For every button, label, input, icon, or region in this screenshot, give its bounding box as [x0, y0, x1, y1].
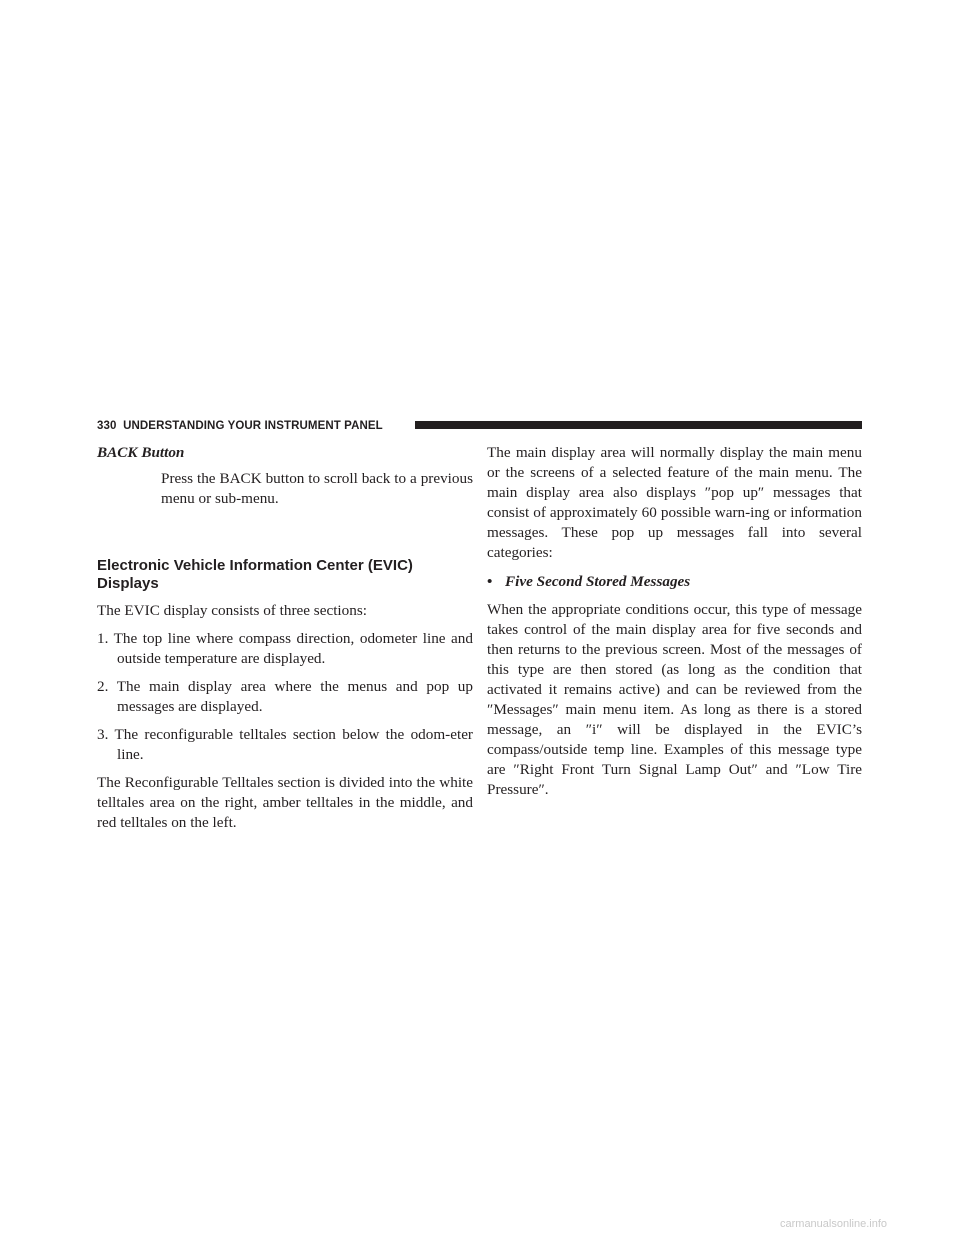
evic-heading-line1: Electronic Vehicle Information Center (EVIC): [97, 557, 413, 574]
bullet-label: Five Second Stored Messages: [505, 573, 691, 590]
evic-displays-heading: [97, 557, 473, 593]
bullet-mark: •: [487, 573, 493, 590]
page-header-text: [97, 419, 383, 433]
list-item: 1. The top line where compass direction, odometer line and outside temperature are displayed.: [97, 630, 473, 667]
list-item: 3. The reconfigurable telltales section below the odom-eter line.: [97, 726, 473, 763]
stored-messages-paragraph: When the appropriate conditions occur, this type of message takes control of the main display area for five seconds and then returns to the previous screen. Most of the messages of this type are then stored (as long as the condition that activated it remains active) and can be reviewed from the ″Messages″ main menu item. As long as there is a stored message, an ″i″ will be displayed in the EVIC’s compass/outside temp line. Examples of this message type are ″Right Front Turn Signal Lamp Out″ and ″Low Tire Pressure″.: [487, 601, 862, 798]
main-display-paragraph: The main display area will normally display the main menu or the screens of a selected feature of the main menu. The main display area also displays ″pop up″ messages that consist of approximately 60 possible warn-ing or information messages. These pop up messages fall into several categories:: [487, 444, 862, 561]
back-button-heading: BACK Button: [97, 444, 185, 461]
watermark: carmanualsonline.info: [780, 1218, 888, 1230]
left-column: [97, 443, 473, 833]
evic-intro: The EVIC display consists of three sections:: [97, 602, 367, 619]
bullet-item: [487, 572, 862, 592]
telltales-paragraph: The Reconfigurable Telltales section is divided into the white telltales area on the right, amber telltales in the middle, and red telltales on the left.: [97, 774, 473, 831]
page-number: 330: [97, 420, 117, 432]
page-header: [97, 419, 862, 433]
header-rule: [415, 421, 862, 429]
section-title: UNDERSTANDING YOUR INSTRUMENT PANEL: [123, 420, 383, 432]
back-button-text: Press the BACK button to scroll back to a previous menu or sub-menu.: [161, 470, 473, 507]
evic-heading-line2: Displays: [97, 575, 159, 592]
right-column: [487, 443, 862, 800]
list-item: 2. The main display area where the menus and pop up messages are displayed.: [97, 678, 473, 715]
